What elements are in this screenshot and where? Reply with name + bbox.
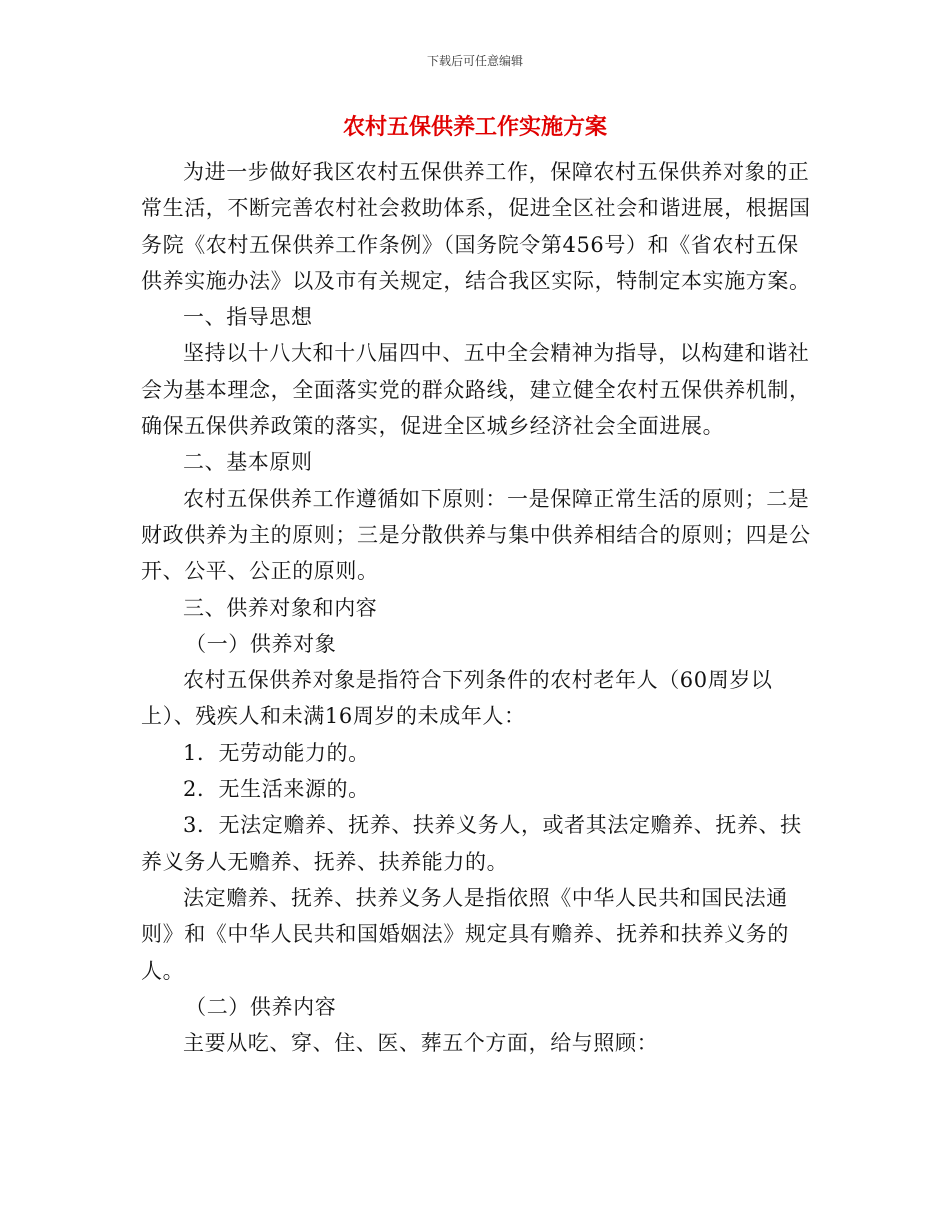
subheading-targets: （一）供养对象 (185, 631, 337, 656)
legal-definition-paragraph: 法定赡养、抚养、扶养义务人是指依照《中华人民共和国民法通则》和《中华人民共和国婚姻法》规定具有赡养、抚养和扶养义务的人。 (141, 885, 789, 983)
intro-paragraph: 为进一步做好我区农村五保供养工作，保障农村五保供养对象的正常生活，不断完善农村社会救助体系，促进全区社会和谐进展，根据国务院《农村五保供养工作条例》（国务院令第456号）和《省农村五保供养实施办法》以及市有关规定，结合我区实际，特制定本实施方案。 (141, 160, 811, 293)
content-paragraph: 主要从吃、穿、住、医、葬五个方面，给与照顾： (183, 1031, 659, 1056)
list-item-1: 1．无劳动能力的。 (183, 740, 370, 765)
list-item-3: 3．无法定赡养、抚养、扶养义务人，或者其法定赡养、抚养、扶养义务人无赡养、抚养、扶养能力的。 (141, 813, 802, 874)
header-note: 下载后可任意编辑 (426, 54, 523, 68)
document-title: 农村五保供养工作实施方案 (342, 115, 607, 140)
targets-paragraph: 农村五保供养对象是指符合下列条件的农村老年人（60周岁以上）、残疾人和未满16周岁的未成年人： (141, 668, 773, 729)
section-heading-targets-content: 三、供养对象和内容 (183, 595, 378, 620)
section-heading-basic-principles: 二、基本原则 (183, 450, 313, 475)
basic-principles-paragraph: 农村五保供养工作遵循如下原则：一是保障正常生活的原则；二是财政供养为主的原则；三是分散供养与集中供养相结合的原则；四是公开、公平、公正的原则。 (141, 486, 811, 584)
document-body (141, 154, 817, 1061)
list-item-2: 2．无生活来源的。 (183, 777, 370, 802)
subheading-content: （二）供养内容 (185, 994, 337, 1019)
section-heading-guiding-ideology: 一、指导思想 (183, 305, 313, 330)
guiding-ideology-paragraph: 坚持以十八大和十八届四中、五中全会精神为指导，以构建和谐社会为基本理念，全面落实党的群众路线，建立健全农村五保供养机制，确保五保供养政策的落实，促进全区城乡经济社会全面进展。 (141, 341, 811, 439)
